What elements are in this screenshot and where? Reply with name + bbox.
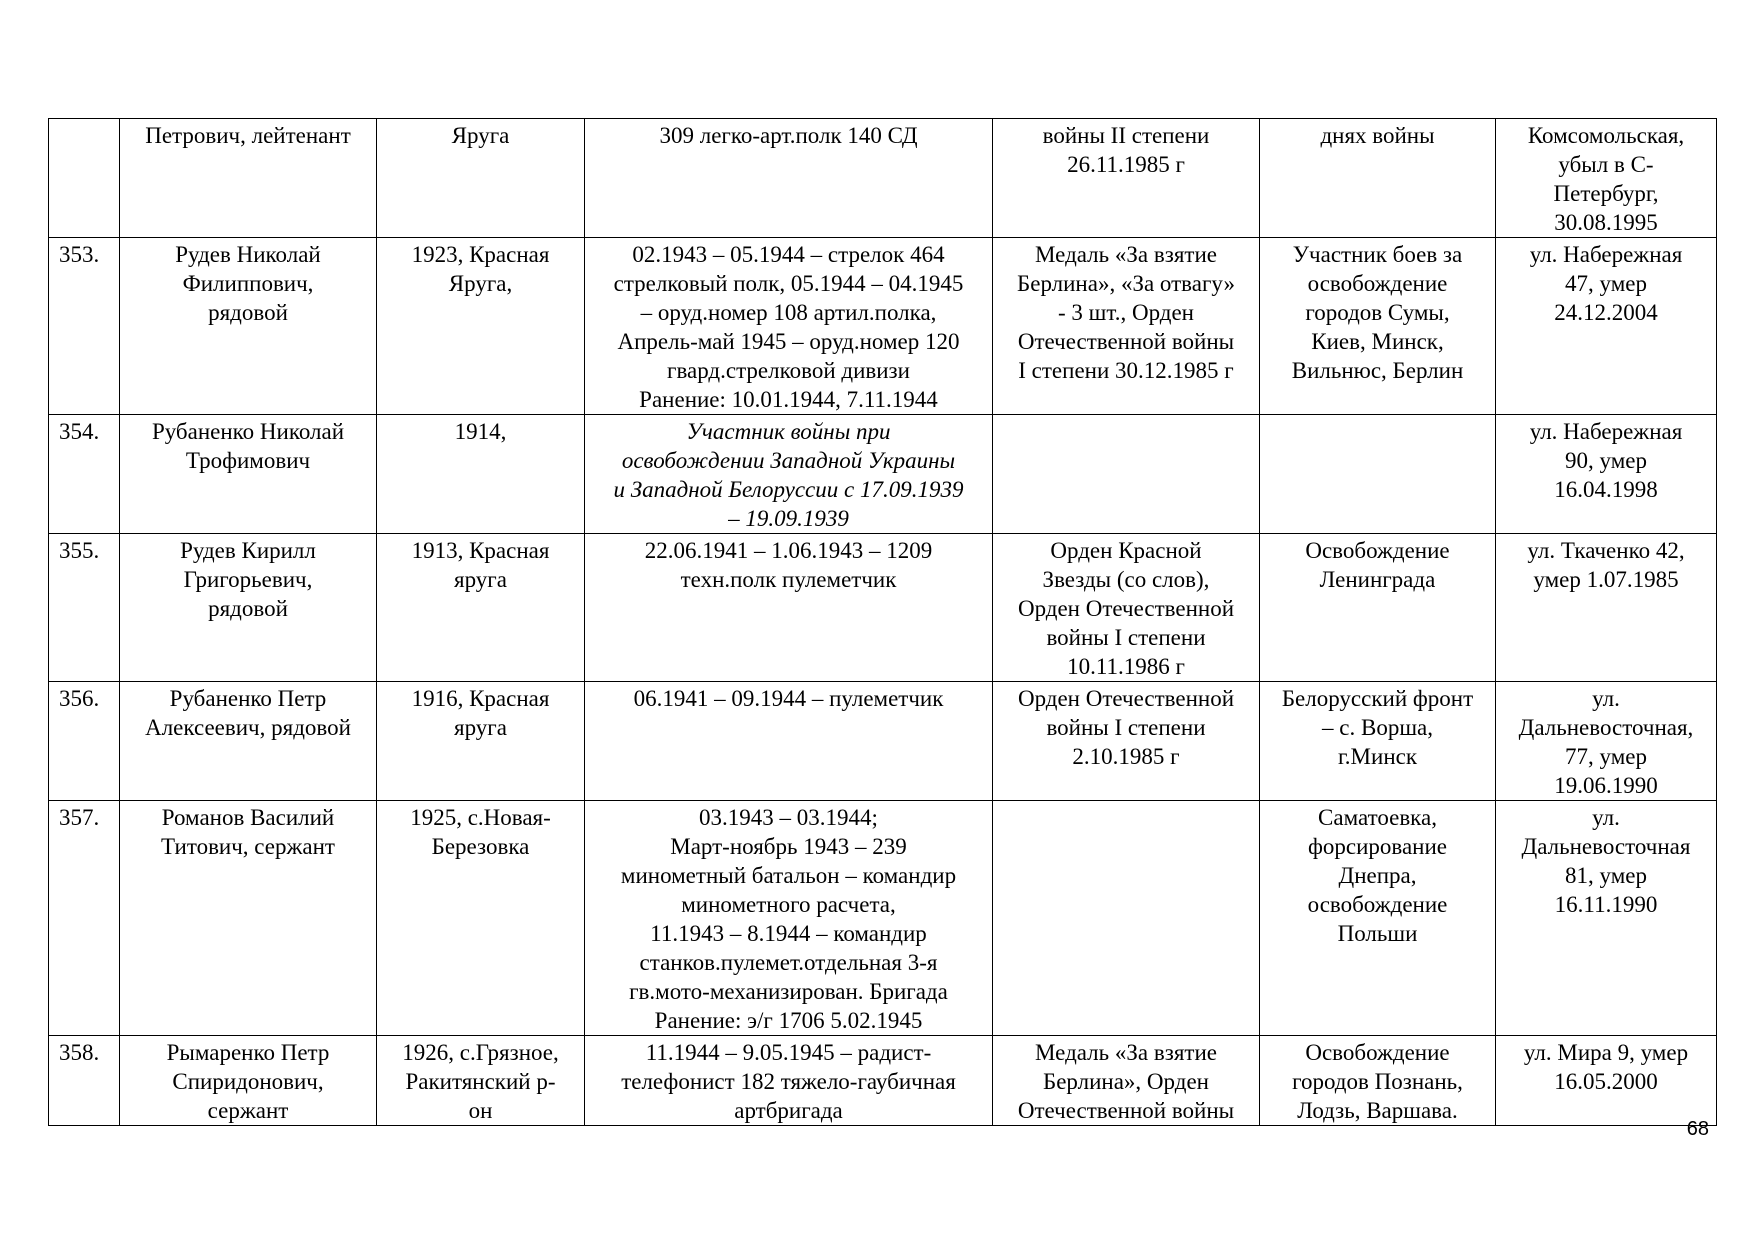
name-cell: Петрович, лейтенант (120, 119, 377, 238)
table-row (49, 534, 1717, 682)
service-cell: Участник войны при освобождении Западной Украины и Западной Белоруссии с 17.09.1939 – 19.09.1939 (585, 415, 993, 534)
awards-cell (993, 415, 1260, 534)
birth-cell: Яруга (377, 119, 585, 238)
battles-cell (1260, 415, 1496, 534)
name-cell: Рудев Кирилл Григорьевич, рядовой (120, 534, 377, 682)
page-number: 68 (1686, 1118, 1709, 1140)
service-cell: 02.1943 – 05.1944 – стрелок 464 стрелковый полк, 05.1944 – 04.1945 – оруд.номер 108 артил.полка, Апрель-май 1945 – оруд.номер 120 гвард.стрелковой дивизи Ранение: 10.01.1944, 7.11.1944 (585, 238, 993, 415)
birth-cell: 1914, (377, 415, 585, 534)
awards-cell: Орден Отечественной войны I степени 2.10.1985 г (993, 682, 1260, 801)
residence-cell: ул. Мира 9, умер 16.05.2000 (1496, 1036, 1717, 1126)
battles-cell: Освобождение городов Познань, Лодзь, Варшава. (1260, 1036, 1496, 1126)
birth-cell: 1916, Красная яруга (377, 682, 585, 801)
row-number: 355. (49, 534, 120, 682)
name-cell: Рубаненко Петр Алексеевич, рядовой (120, 682, 377, 801)
table-row (49, 1036, 1717, 1126)
row-number: 354. (49, 415, 120, 534)
row-number: 357. (49, 801, 120, 1036)
table-row (49, 119, 1717, 238)
awards-cell: Медаль «За взятие Берлина», Орден Отечественной войны (993, 1036, 1260, 1126)
battles-cell: Освобождение Ленинграда (1260, 534, 1496, 682)
awards-cell (993, 801, 1260, 1036)
name-cell: Рымаренко Петр Спиридонович, сержант (120, 1036, 377, 1126)
name-cell: Рудев Николай Филиппович, рядовой (120, 238, 377, 415)
service-cell: 11.1944 – 9.05.1945 – радист- телефонист 182 тяжело-гаубичная артбригада (585, 1036, 993, 1126)
table-body (49, 119, 1717, 1126)
battles-cell: Саматоевка, форсирование Днепра, освобождение Польши (1260, 801, 1496, 1036)
row-number: 356. (49, 682, 120, 801)
row-number: 353. (49, 238, 120, 415)
residence-cell: ул. Дальневосточная, 77, умер 19.06.1990 (1496, 682, 1717, 801)
birth-cell: 1923, Красная Яруга, (377, 238, 585, 415)
service-cell: 06.1941 – 09.1944 – пулеметчик (585, 682, 993, 801)
name-cell: Рубаненко Николай Трофимович (120, 415, 377, 534)
residence-cell: ул. Набережная 47, умер 24.12.2004 (1496, 238, 1717, 415)
awards-cell: Медаль «За взятие Берлина», «За отвагу» - 3 шт., Орден Отечественной войны I степени 30.12.1985 г (993, 238, 1260, 415)
residence-cell: ул. Дальневосточная 81, умер 16.11.1990 (1496, 801, 1717, 1036)
awards-cell: войны II степени 26.11.1985 г (993, 119, 1260, 238)
birth-cell: 1925, с.Новая- Березовка (377, 801, 585, 1036)
row-number (49, 119, 120, 238)
table-row (49, 415, 1717, 534)
battles-cell: днях войны (1260, 119, 1496, 238)
service-cell: 309 легко-арт.полк 140 СД (585, 119, 993, 238)
battles-cell: Участник боев за освобождение городов Сумы, Киев, Минск, Вильнюс, Берлин (1260, 238, 1496, 415)
service-cell: 03.1943 – 03.1944; Март-ноябрь 1943 – 239 минометный батальон – командир минометного расчета, 11.1943 – 8.1944 – командир станков.пулемет.отдельная 3-я гв.мото-механизирован. Бригада Ранение: э/г 1706 5.02.1945 (585, 801, 993, 1036)
veterans-table (48, 118, 1717, 1126)
table-row (49, 682, 1717, 801)
residence-cell: ул. Ткаченко 42, умер 1.07.1985 (1496, 534, 1717, 682)
row-number: 358. (49, 1036, 120, 1126)
service-cell: 22.06.1941 – 1.06.1943 – 1209 техн.полк пулеметчик (585, 534, 993, 682)
table-row (49, 801, 1717, 1036)
residence-cell: ул. Набережная 90, умер 16.04.1998 (1496, 415, 1717, 534)
birth-cell: 1913, Красная яруга (377, 534, 585, 682)
awards-cell: Орден Красной Звезды (со слов), Орден Отечественной войны I степени 10.11.1986 г (993, 534, 1260, 682)
table-row (49, 238, 1717, 415)
name-cell: Романов Василий Титович, сержант (120, 801, 377, 1036)
residence-cell: Комсомольская, убыл в С- Петербург, 30.08.1995 (1496, 119, 1717, 238)
birth-cell: 1926, с.Грязное, Ракитянский р- он (377, 1036, 585, 1126)
battles-cell: Белорусский фронт – с. Ворша, г.Минск (1260, 682, 1496, 801)
